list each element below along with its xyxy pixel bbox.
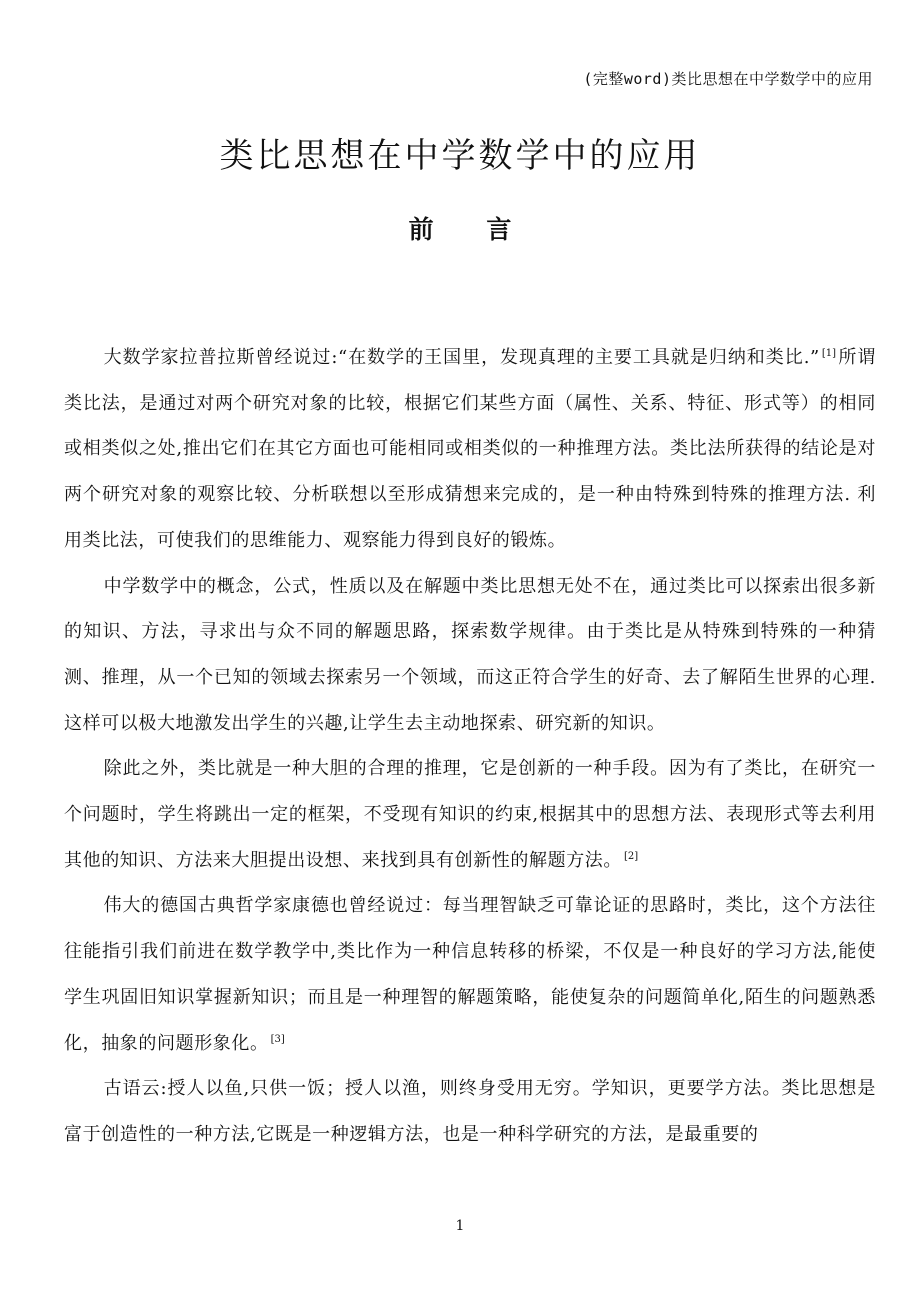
paragraph-text: 古语云:授人以鱼,只供一饭；授人以渔，则终身受用无穷。学知识，更要学方法。类比思想是富于创造性的一种方法,它既是一种逻辑方法，也是一种科学研究的方法，是最重要的 [64, 1078, 876, 1145]
body-text [64, 335, 876, 1158]
citation-marker: [2] [624, 850, 639, 862]
paragraph-1 [64, 335, 876, 564]
running-header: (完整word)类比思想在中学数学中的应用 [583, 70, 873, 88]
document-title: 类比思想在中学数学中的应用 [219, 136, 701, 176]
paragraph-3 [64, 746, 876, 883]
paragraph-text: 除此之外，类比就是一种大胆的合理的推理，它是创新的一种手段。因为有了类比，在研究一个问题时，学生将跳出一定的框架，不受现有知识的约束,根据其中的思想方法、表现形式等去利用其他的知识、方法来大胆提出设想、来找到具有创新性的解题方法。 [64, 758, 876, 871]
paragraph-text: 中学数学中的概念，公式，性质以及在解题中类比思想无处不在，通过类比可以探索出很多新的知识、方法，寻求出与众不同的解题思路，探索数学规律。由于类比是从特殊到特殊的一种猜测、推理，从一个已知的领域去探索另一个领域，而这正符合学生的好奇、去了解陌生世界的心理.这样可以极大地激发出学生的兴趣,让学生去主动地探索、研究新的知识。 [64, 575, 876, 734]
paragraph-text: 伟大的德国古典哲学家康德也曾经说过：每当理智缺乏可靠论证的思路时，类比，这个方法往往能指引我们前进在数学教学中,类比作为一种信息转移的桥梁，不仅是一种良好的学习方法,能使学生巩固旧知识掌握新知识；而且是一种理智的解题策略，能使复杂的问题简单化,陌生的问题熟悉化，抽象的问题形象化。 [64, 895, 876, 1054]
section-heading: 前 言 [408, 215, 534, 244]
paragraph-text: 大数学家拉普拉斯曾经说过:“在数学的王国里，发现真理的主要工具就是归纳和类比.” [103, 347, 820, 368]
citation-marker: [1] [821, 348, 837, 359]
citation-marker: [3] [270, 1033, 285, 1045]
paragraph-4 [64, 883, 876, 1066]
paragraph-5 [64, 1066, 876, 1157]
paragraph-text: 所谓类比法，是通过对两个研究对象的比较，根据它们某些方面（属性、关系、特征、形式等）的相同或相类似之处,推出它们在其它方面也可能相同或相类似的一种推理方法。类比法所获得的结论是对两个研究对象的观察比较、分析联想以至形成猜想来完成的，是一种由特殊到特殊的推理方法. 利用类比法，可使我们的思维能力、观察能力得到良好的锻炼。 [64, 347, 877, 551]
paragraph-2 [64, 564, 876, 747]
page-number: 1 [455, 1218, 465, 1234]
